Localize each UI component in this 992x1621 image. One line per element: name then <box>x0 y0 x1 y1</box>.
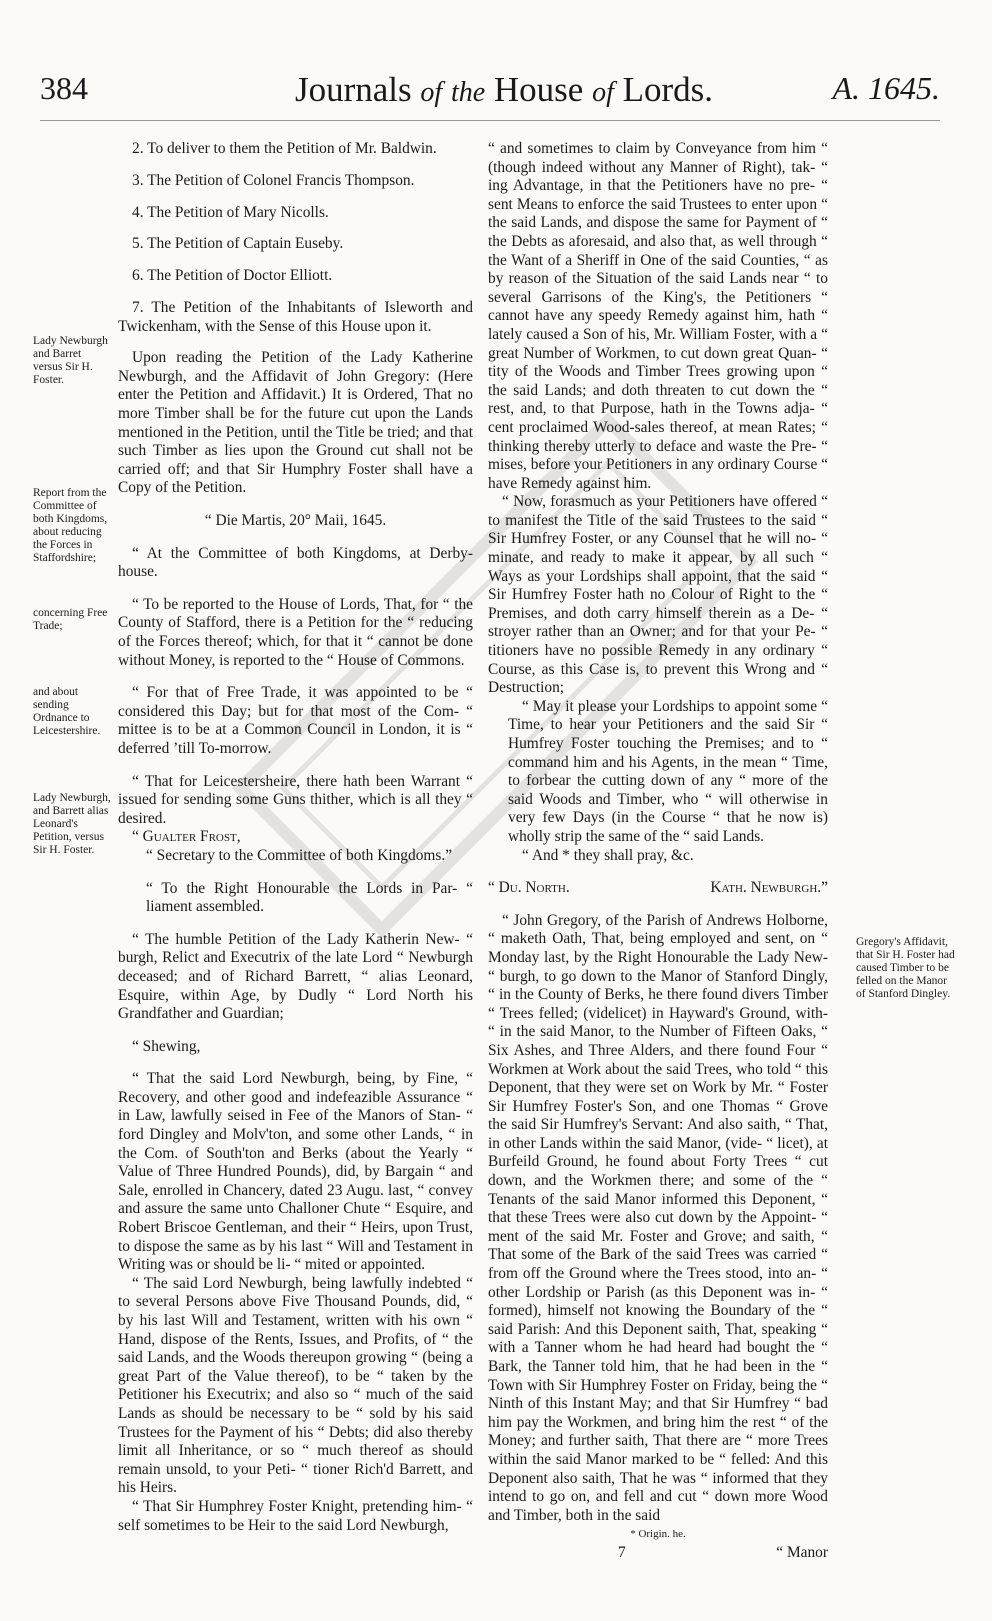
leicester-paragraph: “ That for Leicestersheire, there hath been Warrant “ issued for sending some Guns thither, which is all they “ desired. <box>118 772 473 827</box>
list-item: 7. The Petition of the Inhabitants of Isleworth and Twickenham, with the Sense of this House upon it. <box>118 298 473 335</box>
petition-paragraph: “ and sometimes to claim by Conveyance from him “ (though indeed without any Manner of Right), tak- “ ing Advantage, in that the Petitioners have no pre- “ sent Means to enforce the said Trustees to enter upon “ the said Lands, and dispose the same for Payment of “ the Debts as aforesaid, and also that, as well through “ the Want of a Sheriff in One of the said Counties, “ as by reason of the Situation of the said Lands near “ to several Garrisons of the King's, the Petitioners “ cannot have any speedy Remedy against him, hath “ lately caused a Son of his, Mr. William Foster, with a “ great Number of Workmen, to cut down great Quan- “ tity of the Woods and Timber Trees growing upon “ the said Lands; and doth threaten to cut down the “ rest, and, to that Purpose, hath in the Towns adja- “ cent proclaimed Wood-sales thereof, at mean Rates; “ thinking thereby utterly to deface and waste the Pre- “ mises, before your Petitioners in any ordinary Course “ have Remedy against him. <box>488 140 828 492</box>
free-trade-paragraph: “ For that of Free Trade, it was appointed to be “ considered this Day; but for that most of the Com- “ mittee is to be at a Common Council in London, it is “ deferred ’till To-morrow. <box>118 684 473 757</box>
right-column <box>488 140 828 1563</box>
shewing-line: “ Shewing, <box>132 1037 201 1055</box>
page-foot <box>488 1544 828 1563</box>
petition-paragraph: “ Now, forasmuch as your Petitioners have offered “ to manifest the Title of the said Trustees to the said “ Sir Humfrey Foster, or any Counsel that he will no- “ minate, and ready to make it appear, by all such “ Ways as your Lordships shall appoint, that the said “ Sir Humfrey Foster hath no Colour of Right to the “ Premises, and doth carry himself therein as a De- “ stroyer rather than an Owner; and for that your Pe- “ titioners have no possible Remedy in any ordinary “ Course, as this Case is, to prevent this Wrong and “ Destruction; <box>488 493 828 697</box>
affidavit-paragraph: “ John Gregory, of the Parish of Andrews Holborne, “ maketh Oath, That, being employed and sent, on “ Monday last, by the Right Honourable the Lady New- “ burgh, to go down to the Manor of Stanford Dingly, “ in the County of Berks, he there found divers Timber “ Trees felled; (videlicet) in Hayward's Ground, with- “ in the said Manor, to the Number of Fifteen Oaks, “ Six Ashes, and Three Alders, and there found Four “ Workmen at Work about the said Trees, who told “ this Deponent, that they were set on Work by Mr. “ Foster Sir Humfrey Foster's Son, and one Thomas “ Grove the said Sir Humfrey's Servant: And also saith, “ That, in other Lands within the said Manor, (vide- “ licet), at Burfeild Ground, he found about Forty Trees “ cut down, and the Workmen there; and some of the “ Tenants of the said Manor informed this Deponent, “ that these Trees were also cut down by the Appoint- “ ment of the said Mr. Foster and Grove; and saith, “ That some of the Bark of the said Trees was carried “ from off the Ground where the Trees stood, into an- “ other Lordship or Parish (as this Deponent was in- “ formed), himself not knowing the Boundary of the “ said Parish: And this Deponent saith, That, speaking “ with a Tanner whom he had heard had bought the “ Bark, the Tanner told him, that he had been in the “ Town with Sir Humphrey Foster on Friday, being the “ Ninth of this Instant May; and that Sir Humfrey “ bad him pay the Workmen, and bring him the rest “ of the Money; and further saith, That there are “ more Trees within the said Manor marked to be “ felled: And this Deponent also saith, That he was “ informed that they intend to go on, and fell and cut “ down more Wood and Timber, both in the said <box>488 911 828 1524</box>
margin-note-gregory-affidavit: Gregory's Affidavit, that Sir H. Foster had caused Timber to be felled on the Manor of Stanford Dingley. <box>856 936 955 1000</box>
list-item: 3. The Petition of Colonel Francis Thompson. <box>132 171 415 189</box>
list-item: 4. The Petition of Mary Nicolls. <box>132 203 329 221</box>
year-heading: A. 1645. <box>832 70 940 106</box>
margin-note-petition: Lady Newburgh, and Barrett alias Leonard's Petition, versus Sir H. Foster. <box>33 792 111 856</box>
list-item: 5. The Petition of Captain Euseby. <box>132 235 344 253</box>
petition-signatures <box>488 879 828 898</box>
catchword: “ Manor <box>776 1543 828 1561</box>
petition-address: “ To the Right Honourable the Lords in Par- “ liament assembled. <box>146 879 473 916</box>
page-number: 384 <box>40 70 88 106</box>
committee-line: “ At the Committee of both Kingdoms, at Derby-house. <box>118 544 473 581</box>
header-rule <box>40 120 940 121</box>
margin-note-ordnance: and about sending Ordnance to Leicestershire. <box>33 686 101 737</box>
page-header <box>40 70 940 130</box>
left-column <box>118 140 473 1535</box>
footnote: * Origin. he. <box>630 1528 686 1541</box>
signature-north: “ Du. North. <box>488 879 570 897</box>
prayer-closing: “ And * they shall pray, &c. <box>522 846 694 864</box>
signatory-name: “ Gualter Frost, <box>132 828 241 846</box>
petition-list <box>118 140 473 336</box>
date-line: “ Die Martis, 20° Maii, 1645. <box>204 512 387 530</box>
list-item: 6. The Petition of Doctor Elliott. <box>132 267 333 285</box>
petition-paragraph: “ The said Lord Newburgh, being lawfully indebted “ to several Persons above Five Thousand Pounds, did, “ by his last Will and Testament, written with his own “ Hand, dispose of the Rents, Issues, and Profits, of “ the said Lands, and the Woods thereupon growing “ (being a great Part of the Value thereof), to be “ taken by the Petitioner his Executrix; and also so “ much of the said Lands as should be necessary to be “ sold by his said Trustees for the Payment of his “ Debts; did also thereby limit all Inheritance, or so “ much thereof as should remain unsold, to your Peti- “ tioner Rich'd Barrett, and his Heirs. <box>118 1274 473 1497</box>
margin-note-free-trade: concerning Free Trade; <box>33 607 108 632</box>
running-title: Journals of the House of Lords. <box>295 70 714 109</box>
stafford-paragraph: “ To be reported to the House of Lords, That, for “ the County of Stafford, there is a Petition for the “ reducing of the Forces thereof; which, for that it “ cannot be done without Money, is reported to the “ House of Commons. <box>118 595 473 669</box>
prayer-paragraph: “ May it please your Lordships to appoint some “ Time, to hear your Petitioners and the said Sir “ Humfrey Foster touching the Premises; and to “ command him and his Agents, in the mean “ Time, to forbear the cutting down of any “ more of the said Woods and Timber, who “ will otherwise in very few Days (in the Course “ that he now is) wholly strip the same of the “ said Lands. <box>508 697 828 845</box>
order-paragraph: Upon reading the Petition of the Lady Katherine Newburgh, and the Affidavit of John Gregory: (Here enter the Petition and Affidavit.) It is Ordered, That no more Timber shall be for the future cut upon the Lands mentioned in the Petition, until the Title be tried; and that such Timber as lies upon the Ground cut shall not be carried off; and that Sir Humphry Foster shall have a Copy of the Petition. <box>118 349 473 497</box>
humble-petition: “ The humble Petition of the Lady Katherin New- “ burgh, Relict and Executrix of the late Lord “ Newburgh deceased; and of Richard Barrett, “ alias Leonard, Esquire, within Age, by Dudly “ Lord North his Grandfather and Guardian; <box>118 930 473 1023</box>
margin-note-newburgh-barret: Lady Newburgh and Barret versus Sir H. Foster. <box>33 335 108 386</box>
margin-note-report-committee: Report from the Committee of both Kingdoms, about reducing the Forces in Staffordshire; <box>33 487 108 564</box>
signature-mark: 7 <box>618 1543 626 1561</box>
signatory-title: “ Secretary to the Committee of both Kingdoms.” <box>146 846 453 864</box>
signature-newburgh: Kath. Newburgh.” <box>710 879 828 897</box>
petition-paragraph: “ That Sir Humphrey Foster Knight, pretending him- “ self sometimes to be Heir to the said Lord Newburgh, <box>118 1497 473 1534</box>
list-item: 2. To deliver to them the Petition of Mr. Baldwin. <box>132 140 437 157</box>
petition-paragraph: “ That the said Lord Newburgh, being, by Fine, “ Recovery, and other good and indefeazible Assurance “ in Law, lawfully seised in Fee of the Manors of Stan- “ ford Dingley and Molv'ton, and some other Lands, “ in the Com. of South'ton and Berks (about the Yearly “ Value of Three Hundred Pounds), did, by Bargain “ and Sale, enrolled in Chancery, dated 23 Augu. last, “ convey and assure the same unto Challoner Chute “ Esquire, and Robert Briscoe Gentleman, and their “ Heirs, upon Trust, to dispose the same as by his last “ Will and Testament in Writing was or should be li- “ mited or appointed. <box>118 1070 473 1274</box>
